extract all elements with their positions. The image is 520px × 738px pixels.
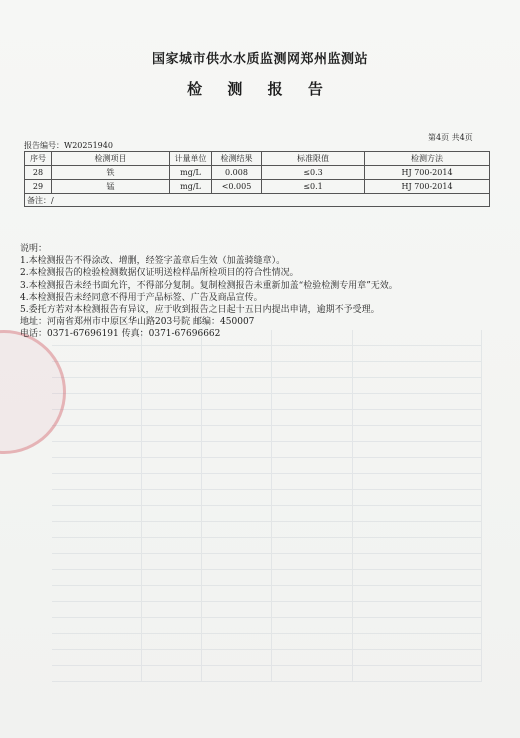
ghost-cell (52, 506, 142, 521)
ghost-cell (353, 362, 482, 377)
ghost-cell (202, 602, 272, 617)
ghost-row (52, 570, 482, 586)
ghost-cell (52, 570, 142, 585)
ghost-cell (272, 346, 352, 361)
ghost-cell (142, 490, 202, 505)
ghost-row (52, 394, 482, 410)
ghost-cell (202, 410, 272, 425)
ghost-cell (52, 362, 142, 377)
ghost-cell (52, 650, 142, 665)
ghost-cell (142, 586, 202, 601)
ghost-cell (353, 506, 482, 521)
ghost-cell (353, 458, 482, 473)
ghost-row (52, 602, 482, 618)
ghost-cell (272, 362, 352, 377)
ghost-row (52, 474, 482, 490)
ghost-cell (52, 442, 142, 457)
ghost-cell (353, 378, 482, 393)
ghost-cell (353, 474, 482, 489)
ghost-cell (52, 490, 142, 505)
ghost-cell (272, 618, 352, 633)
ghost-row (52, 506, 482, 522)
ghost-cell (142, 346, 202, 361)
ghost-cell (353, 538, 482, 553)
ghost-cell (142, 362, 202, 377)
ghost-cell (142, 394, 202, 409)
ghost-cell (272, 554, 352, 569)
remark-cell: 备注：/ (25, 194, 490, 207)
ghost-cell (353, 522, 482, 537)
ghost-cell (142, 442, 202, 457)
table-cell: 0.008 (212, 166, 262, 180)
note-item: 3.本检测报告未经书面允许，不得部分复制。复制检测报告未重新加盖“检验检测专用章”无效。 (20, 280, 398, 291)
note-item: 4.本检测报告未经同意不得用于产品标签、广告及商品宣传。 (20, 292, 263, 303)
ghost-cell (142, 554, 202, 569)
ghost-row (52, 458, 482, 474)
ghost-cell (202, 538, 272, 553)
ghost-cell (52, 618, 142, 633)
ghost-cell (52, 426, 142, 441)
ghost-cell (142, 506, 202, 521)
contact-line: 电话：0371-67696191 传真：0371-67696662 (20, 329, 221, 340)
ghost-cell (52, 410, 142, 425)
table-cell: HJ 700-2014 (365, 166, 490, 180)
ghost-cell (202, 506, 272, 521)
ghost-row (52, 586, 482, 602)
table-cell: mg/L (170, 180, 212, 194)
ghost-cell (272, 570, 352, 585)
column-header: 序号 (25, 152, 52, 166)
table-cell: <0.005 (212, 180, 262, 194)
column-header: 计量单位 (170, 152, 212, 166)
table-cell: HJ 700-2014 (365, 180, 490, 194)
ghost-cell (272, 506, 352, 521)
ghost-row (52, 666, 482, 682)
ghost-cell (353, 618, 482, 633)
report-title: 检 测 报 告 (187, 80, 333, 98)
table-cell: mg/L (170, 166, 212, 180)
ghost-cell (272, 602, 352, 617)
ghost-cell (353, 602, 482, 617)
ghost-cell (272, 410, 352, 425)
ghost-cell (272, 442, 352, 457)
ghost-cell (272, 650, 352, 665)
column-header: 标准限值 (262, 152, 365, 166)
remark-row (25, 194, 490, 207)
table-cell: ≤0.1 (262, 180, 365, 194)
ghost-row (52, 346, 482, 362)
ghost-cell (52, 394, 142, 409)
ghost-cell (353, 346, 482, 361)
ghost-row (52, 426, 482, 442)
table-row (25, 166, 490, 180)
ghost-cell (52, 346, 142, 361)
ghost-row (52, 362, 482, 378)
ghost-cell (353, 554, 482, 569)
ghost-row (52, 490, 482, 506)
ghost-cell (272, 522, 352, 537)
ghost-cell (142, 650, 202, 665)
ghost-cell (272, 538, 352, 553)
ghost-cell (202, 394, 272, 409)
ghost-cell (202, 666, 272, 681)
ghost-cell (353, 634, 482, 649)
ghost-cell (142, 378, 202, 393)
note-item: 1.本检测报告不得涂改、增删，经签字盖章后生效（加盖骑缝章）。 (20, 256, 286, 267)
ghost-cell (202, 378, 272, 393)
ghost-cell (52, 586, 142, 601)
ghost-cell (52, 554, 142, 569)
notes-section (20, 243, 500, 341)
ghost-cell (272, 634, 352, 649)
ghost-row (52, 650, 482, 666)
address-line: 地址：河南省郑州市中原区华山路203号院 邮编：450007 (20, 317, 255, 328)
ghost-cell (142, 474, 202, 489)
ghost-cell (52, 634, 142, 649)
ghost-cell (202, 634, 272, 649)
ghost-cell (142, 522, 202, 537)
table-header-row (25, 152, 490, 166)
ghost-cell (202, 442, 272, 457)
ghost-cell (353, 490, 482, 505)
ghost-cell (272, 474, 352, 489)
results-table (24, 151, 490, 207)
table-cell: 锰 (52, 180, 170, 194)
ghost-cell (142, 602, 202, 617)
ghost-cell (142, 666, 202, 681)
ghost-cell (52, 378, 142, 393)
ghost-cell (353, 442, 482, 457)
ghost-cell (272, 458, 352, 473)
table-cell: 28 (25, 166, 52, 180)
ghost-cell (353, 410, 482, 425)
ghost-cell (202, 362, 272, 377)
ghost-cell (202, 522, 272, 537)
table-cell: ≤0.3 (262, 166, 365, 180)
column-header: 检测方法 (365, 152, 490, 166)
ghost-cell (202, 490, 272, 505)
ghost-cell (202, 586, 272, 601)
ghost-row (52, 618, 482, 634)
ghost-cell (353, 570, 482, 585)
ghost-cell (353, 426, 482, 441)
ghost-cell (272, 378, 352, 393)
ghost-cell (52, 474, 142, 489)
ghost-cell (272, 586, 352, 601)
ghost-row (52, 538, 482, 554)
ghost-cell (52, 538, 142, 553)
table-cell: 29 (25, 180, 52, 194)
note-item: 5.委托方若对本检测报告有异议，应于收到报告之日起十五日内提出申请，逾期不予受理。 (20, 305, 380, 316)
ghost-cell (272, 666, 352, 681)
ghost-cell (353, 666, 482, 681)
ghost-cell (353, 650, 482, 665)
reverse-side-show-through (52, 330, 482, 682)
ghost-cell (202, 554, 272, 569)
table-row (25, 180, 490, 194)
ghost-cell (202, 426, 272, 441)
ghost-cell (202, 458, 272, 473)
ghost-row (52, 522, 482, 538)
ghost-row (52, 410, 482, 426)
report-number: 报告编号：W20251940 (24, 141, 113, 150)
ghost-cell (52, 602, 142, 617)
ghost-cell (202, 346, 272, 361)
page-number: 第4页 共4页 (428, 133, 473, 142)
ghost-cell (272, 394, 352, 409)
ghost-cell (142, 426, 202, 441)
ghost-cell (272, 490, 352, 505)
ghost-cell (353, 586, 482, 601)
column-header: 检测项目 (52, 152, 170, 166)
notes-heading: 说明： (20, 244, 48, 254)
ghost-cell (142, 618, 202, 633)
ghost-cell (202, 570, 272, 585)
ghost-cell (272, 426, 352, 441)
ghost-row (52, 378, 482, 394)
ghost-cell (353, 394, 482, 409)
ghost-cell (142, 458, 202, 473)
ghost-cell (52, 522, 142, 537)
ghost-cell (202, 474, 272, 489)
ghost-cell (142, 410, 202, 425)
ghost-cell (142, 570, 202, 585)
ghost-cell (202, 650, 272, 665)
ghost-cell (142, 538, 202, 553)
organization-title: 国家城市供水水质监测网郑州监测站 (151, 52, 368, 67)
column-header: 检测结果 (212, 152, 262, 166)
table-cell: 铁 (52, 166, 170, 180)
ghost-cell (52, 458, 142, 473)
note-item: 2.本检测报告的检验检测数据仅证明送检样品所检项目的符合性情况。 (20, 268, 299, 279)
ghost-row (52, 442, 482, 458)
ghost-cell (52, 666, 142, 681)
ghost-cell (142, 634, 202, 649)
ghost-row (52, 554, 482, 570)
ghost-row (52, 634, 482, 650)
ghost-cell (202, 618, 272, 633)
